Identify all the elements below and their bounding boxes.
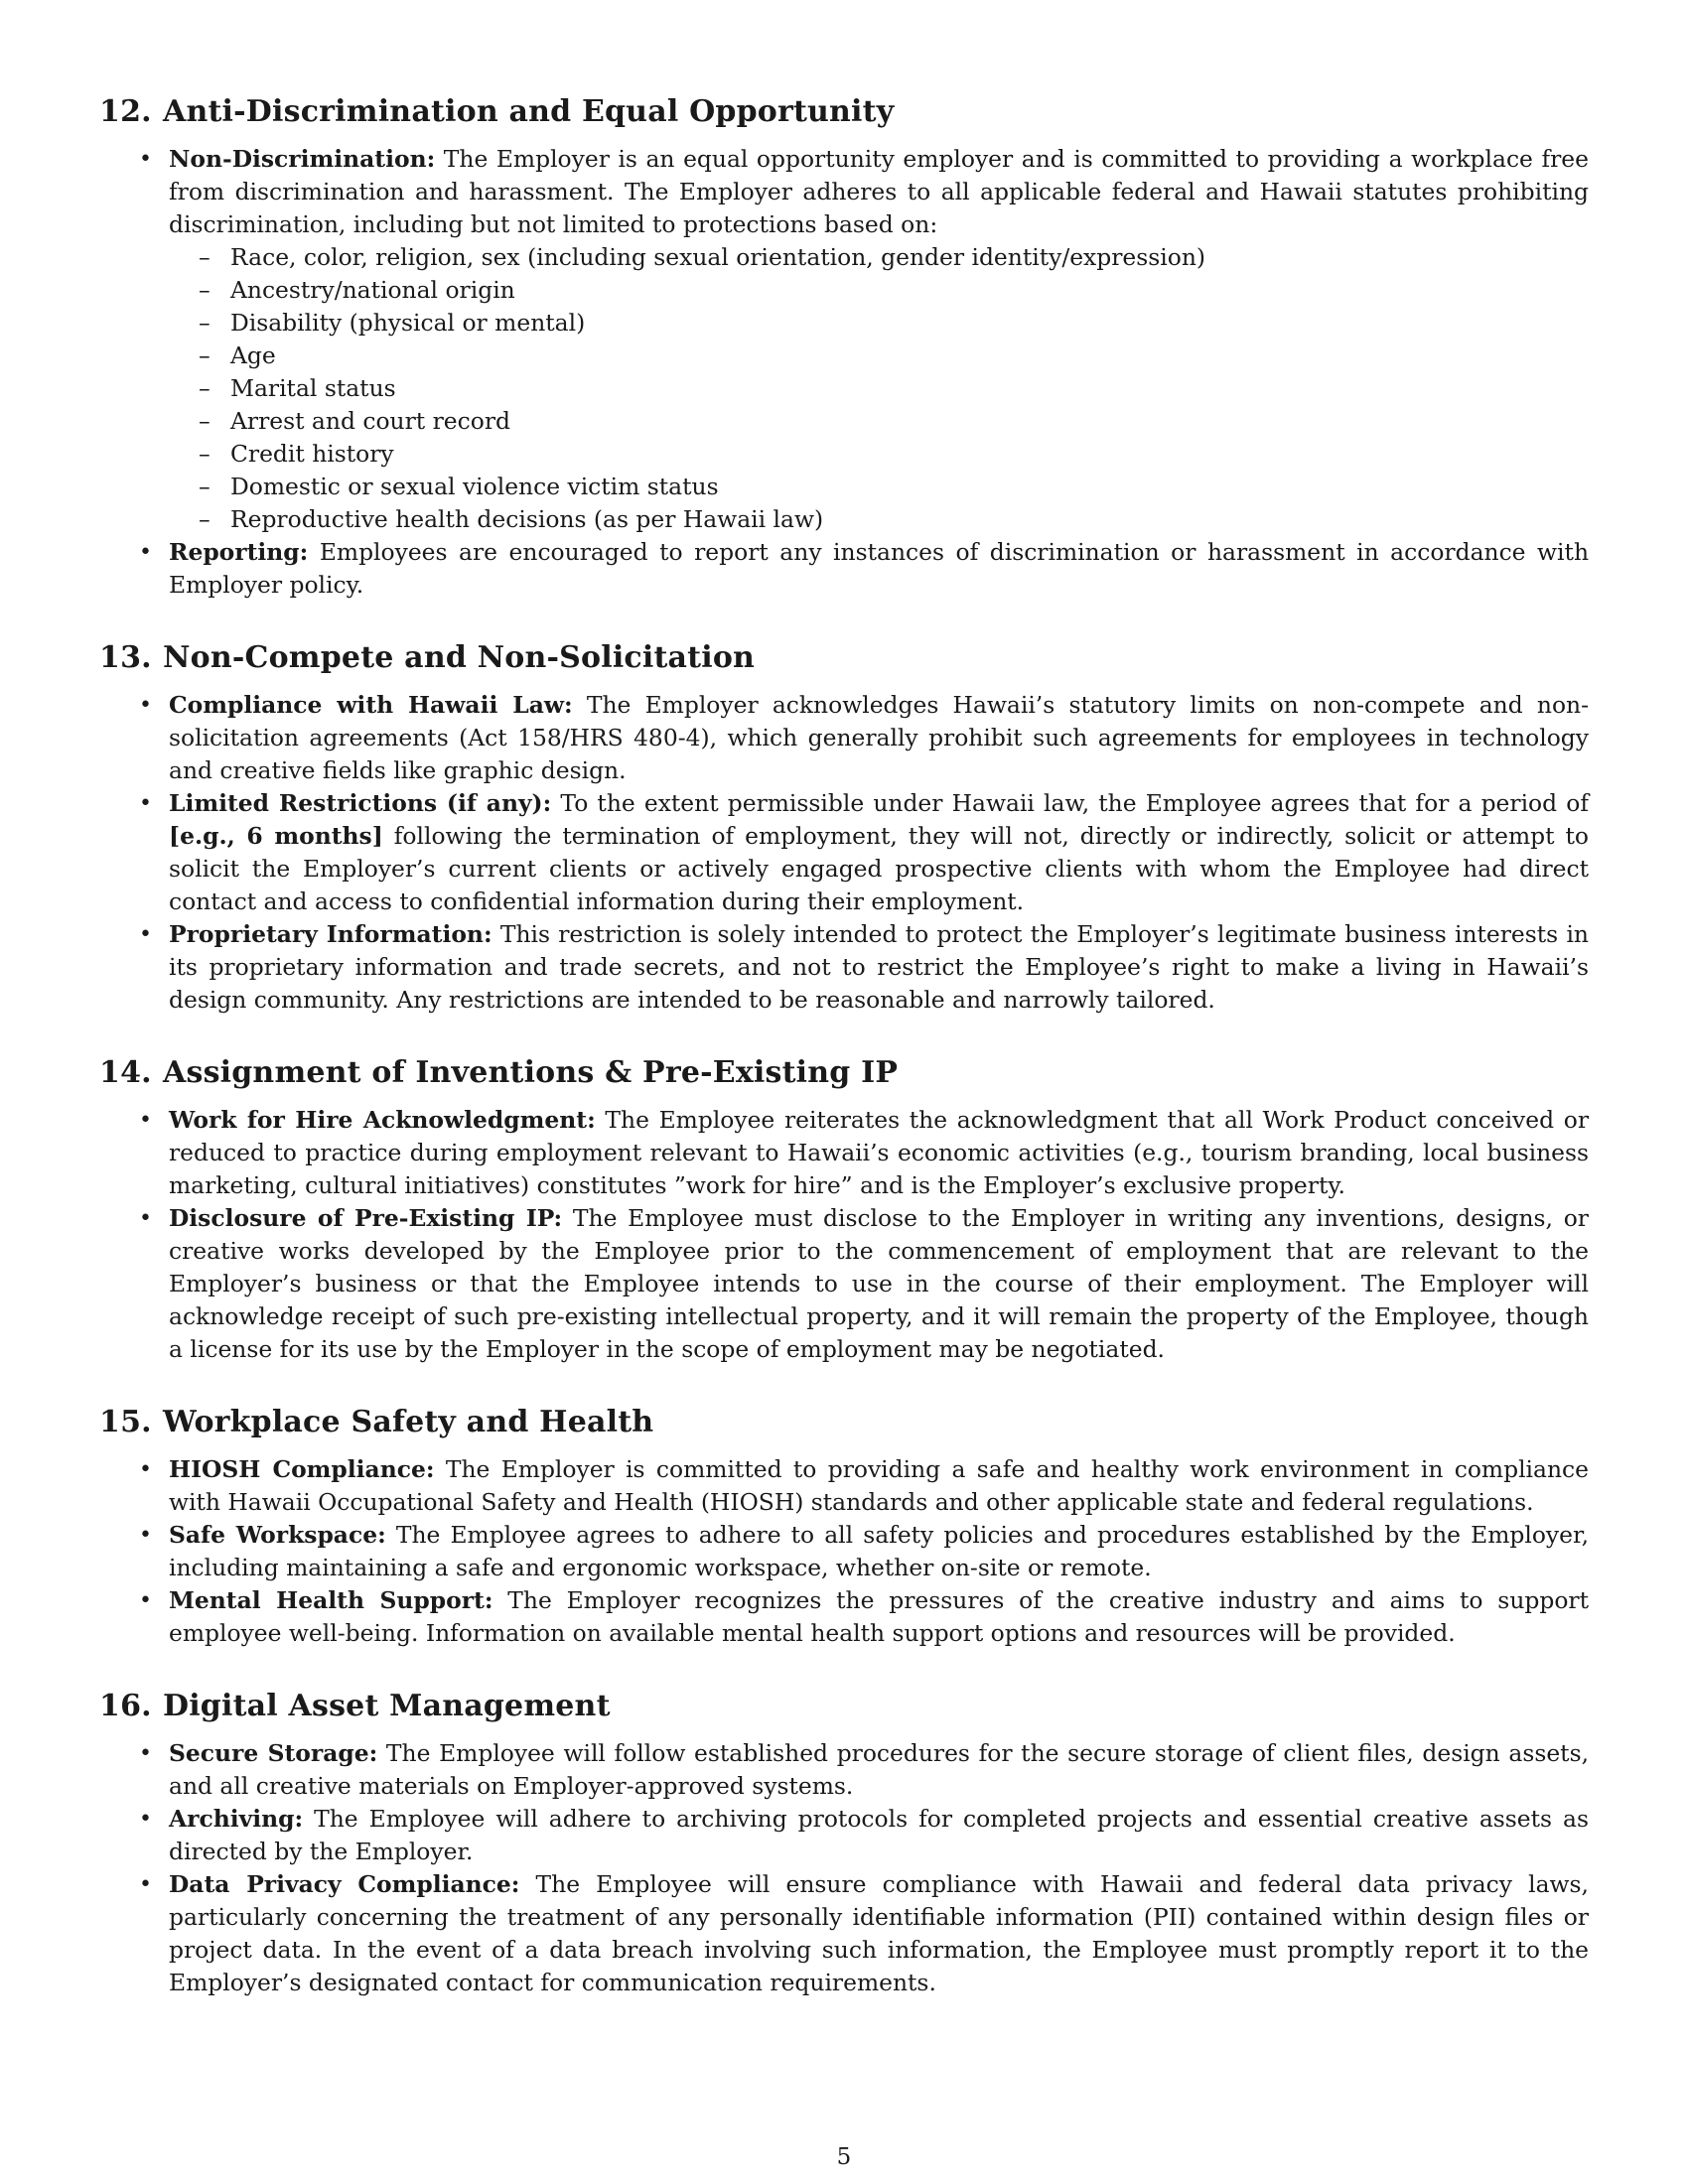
list-item: [99, 1868, 1589, 1999]
section-14: [99, 1052, 1589, 1366]
list-item: [99, 1519, 1589, 1584]
bullet-icon: •: [139, 1206, 152, 1231]
section-number: 12.: [99, 94, 152, 129]
bullet-icon: •: [139, 540, 152, 565]
item-text: The Employee reiterates the acknowledgment that all Work Product conceived or reduced to practice during employment relevant to Hawaii’s economic activities (e.g., tourism branding, local business marketing, cultural initiatives) constitutes ”work for hire” and is the Employer’s exclusive property.: [169, 1106, 1590, 1199]
item-text-before: To the extent permissible under Hawaii law, the Employee agrees that for a period of: [560, 789, 1589, 817]
bullet-icon: •: [139, 1457, 152, 1482]
dash-icon: –: [199, 505, 211, 533]
item-label: Non-Discrimination:: [169, 145, 436, 173]
item-text: The Employee will ensure compliance with Hawaii and federal data privacy laws, particularly concerning the treatment of any personally identifiable information (PII) contained within design files or project data. In the event of a data breach involving such information, the Employee must promptly report it to the Employer’s designated contact for communication requirements.: [169, 1870, 1589, 1996]
section-list: [99, 1453, 1589, 1650]
item-text: This restriction is solely intended to protect the Employer’s legitimate business interests in its proprietary information and trade secrets, and not to restrict the Employee’s right to make a living in Hawaii’s design community. Any restrictions are intended to be reasonable and narrowly tailored.: [169, 920, 1589, 1014]
list-item: [99, 143, 1589, 536]
bullet-icon: •: [139, 1807, 152, 1832]
item-label: Archiving:: [169, 1805, 304, 1833]
section-list: [99, 689, 1589, 1017]
dash-icon: –: [199, 309, 211, 337]
sub-list: [169, 241, 1589, 536]
section-title: Workplace Safety and Health: [163, 1405, 654, 1439]
bullet-icon: •: [139, 791, 152, 816]
section-number: 14.: [99, 1055, 152, 1090]
list-item: [99, 689, 1589, 787]
item-text: The Employer is an equal opportunity employer and is committed to providing a workplace free from discrimination and harassment. The Employer adheres to all applicable federal and Hawaii statutes prohibiting discrimination, including but not limited to protections based on:: [169, 145, 1589, 238]
page-number: 5: [836, 2144, 852, 2170]
sub-item-text: Marital status: [230, 374, 396, 402]
sub-item-text: Domestic or sexual violence victim status: [230, 473, 719, 500]
sub-list-item: [199, 503, 1589, 536]
section-heading: [99, 1052, 1589, 1094]
sub-list-item: [199, 372, 1589, 405]
list-item: [99, 1202, 1589, 1366]
section-13: [99, 637, 1589, 1017]
sub-list-item: [199, 340, 1589, 372]
section-heading: [99, 1686, 1589, 1727]
sub-item-text: Reproductive health decisions (as per Hawaii law): [230, 505, 824, 533]
item-label: Mental Health Support:: [169, 1586, 493, 1614]
list-item: [99, 1104, 1589, 1202]
sub-list-item: [199, 438, 1589, 471]
dash-icon: –: [199, 407, 211, 435]
item-label: HIOSH Compliance:: [169, 1455, 435, 1483]
bullet-icon: •: [139, 147, 152, 172]
item-text: The Employer is committed to providing a safe and healthy work environment in compliance with Hawaii Occupational Safety and Health (HIOSH) standards and other applicable state and federal regulations.: [169, 1455, 1589, 1516]
list-item: [99, 787, 1589, 918]
sub-list-item: [199, 307, 1589, 340]
item-label: Compliance with Hawaii Law:: [169, 691, 573, 719]
bracket-placeholder: [e.g., 6 months]: [169, 822, 383, 850]
section-number: 15.: [99, 1405, 152, 1439]
item-text: Employees are encouraged to report any instances of discrimination or harassment in accordance with Employer policy.: [169, 538, 1590, 599]
dash-icon: –: [199, 374, 211, 402]
section-list: [99, 1737, 1589, 1999]
item-label: Safe Workspace:: [169, 1521, 386, 1549]
list-item: [99, 1453, 1589, 1519]
dash-icon: –: [199, 243, 211, 271]
item-text: The Employee agrees to adhere to all safety policies and procedures established by the Employer, including maintaining a safe and ergonomic workspace, whether on-site or remote.: [169, 1521, 1590, 1581]
item-label: Data Privacy Compliance:: [169, 1870, 520, 1898]
item-text: The Employee will adhere to archiving protocols for completed projects and essential creative assets as directed by the Employer.: [169, 1805, 1589, 1865]
dash-icon: –: [199, 473, 211, 500]
dash-icon: –: [199, 276, 211, 304]
item-label: Limited Restrictions (if any):: [169, 789, 552, 817]
sub-list-item: [199, 241, 1589, 274]
item-label: Reporting:: [169, 538, 309, 566]
section-heading: [99, 91, 1589, 133]
section-title: Anti-Discrimination and Equal Opportunity: [163, 94, 895, 129]
bullet-icon: •: [139, 1108, 152, 1133]
item-label: Disclosure of Pre-Existing IP:: [169, 1204, 563, 1232]
item-text: The Employee will follow established procedures for the secure storage of client files, design assets, and all creative materials on Employer-approved systems.: [169, 1739, 1590, 1800]
item-text-after: following the termination of employment, they will not, directly or indirectly, solicit or attempt to solicit the Employer’s current clients or actively engaged prospective clients with whom the Employee had direct contact and access to confidential information during their employment.: [169, 822, 1589, 915]
bullet-icon: •: [139, 1741, 152, 1766]
section-number: 13.: [99, 640, 152, 675]
sub-item-text: Ancestry/national origin: [230, 276, 515, 304]
bullet-icon: •: [139, 922, 152, 947]
bullet-icon: •: [139, 1588, 152, 1613]
item-label: Proprietary Information:: [169, 920, 492, 948]
section-heading: [99, 1402, 1589, 1443]
bullet-icon: •: [139, 1872, 152, 1897]
sub-list-item: [199, 274, 1589, 307]
list-item: [99, 1803, 1589, 1868]
item-label: Secure Storage:: [169, 1739, 378, 1767]
item-text: The Employee must disclose to the Employer in writing any inventions, designs, or creative works developed by the Employee prior to the commencement of employment that are relevant to the Employer’s business or that the Employee intends to use in the course of their employment. The Employer will acknowledge receipt of such pre-existing intellectual property, and it will remain the property of the Employee, though a license for its use by the Employer in the scope of employment may be negotiated.: [169, 1204, 1589, 1363]
dash-icon: –: [199, 440, 211, 468]
sub-item-text: Arrest and court record: [230, 407, 510, 435]
sub-item-text: Disability (physical or mental): [230, 309, 586, 337]
bullet-icon: •: [139, 693, 152, 718]
sub-list-item: [199, 471, 1589, 503]
section-16: [99, 1686, 1589, 1999]
sub-item-text: Credit history: [230, 440, 394, 468]
section-heading: [99, 637, 1589, 679]
section-12: [99, 91, 1589, 602]
section-list: [99, 1104, 1589, 1366]
item-text: The Employer acknowledges Hawaii’s statutory limits on non-compete and non-solicitation agreements (Act 158/HRS 480-4), which generally prohibit such agreements for employees in technology and creative fields like graphic design.: [169, 691, 1589, 784]
bullet-icon: •: [139, 1523, 152, 1548]
item-label: Work for Hire Acknowledgment:: [169, 1106, 596, 1134]
section-title: Digital Asset Management: [163, 1689, 611, 1723]
list-item: [99, 1584, 1589, 1650]
document-page: [99, 91, 1589, 2035]
section-title: Assignment of Inventions & Pre-Existing IP: [163, 1055, 899, 1090]
list-item: [99, 1737, 1589, 1803]
item-text: The Employer recognizes the pressures of the creative industry and aims to support employee well-being. Information on available mental health support options and resources will be provided.: [169, 1586, 1589, 1647]
sub-list-item: [199, 405, 1589, 438]
section-title: Non-Compete and Non-Solicitation: [163, 640, 756, 675]
section-list: [99, 143, 1589, 602]
dash-icon: –: [199, 341, 211, 369]
list-item: [99, 918, 1589, 1017]
section-number: 16.: [99, 1689, 152, 1723]
section-15: [99, 1402, 1589, 1650]
sub-item-text: Race, color, religion, sex (including sexual orientation, gender identity/expression): [230, 243, 1206, 271]
sub-item-text: Age: [230, 341, 276, 369]
list-item: [99, 536, 1589, 602]
